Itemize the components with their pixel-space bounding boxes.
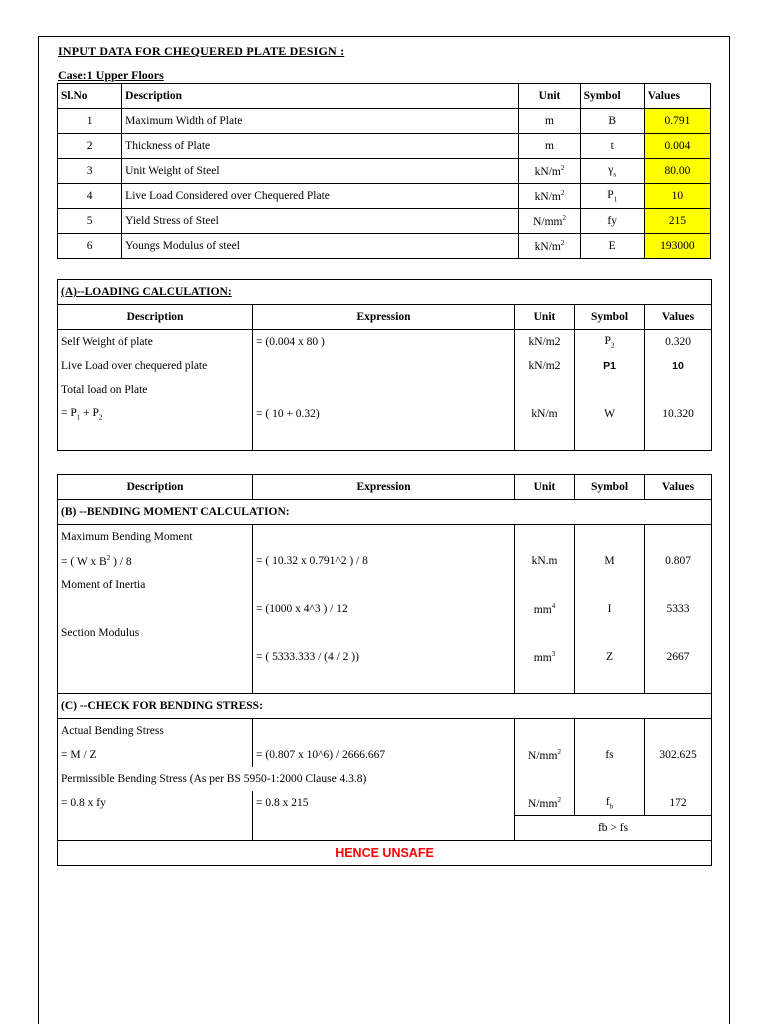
- row-symbol: t: [580, 134, 644, 159]
- table-row: [58, 159, 711, 184]
- header-symbol: Symbol: [575, 305, 645, 330]
- loading-calculation-table: [57, 279, 712, 451]
- header-unit: Unit: [515, 305, 575, 330]
- header-slno: Sl.No: [58, 84, 122, 109]
- row-description: Maximum Width of Plate: [122, 109, 519, 134]
- case-label: Case:1 Upper Floors: [58, 68, 164, 82]
- page-title: INPUT DATA FOR CHEQUERED PLATE DESIGN :: [58, 44, 345, 58]
- table-row: [58, 330, 712, 355]
- table-row: [58, 234, 711, 259]
- row-description: Yield Stress of Steel: [122, 209, 519, 234]
- row-description: = ( W x $B^2$ ) / 8: [58, 549, 253, 573]
- row-value[interactable]: 80.00: [644, 159, 710, 184]
- row-description: Total load on Plate: [58, 378, 253, 402]
- row-description: Live Load Considered over Chequered Plate: [122, 184, 519, 209]
- row-value: 302.625: [645, 743, 712, 767]
- row-symbol: Z: [575, 645, 645, 669]
- header-symbol: Symbol: [580, 84, 644, 109]
- header-symbol: Symbol: [575, 475, 645, 500]
- row-symbol: I: [575, 597, 645, 621]
- row-value[interactable]: 0.791: [644, 109, 710, 134]
- row-description: Self Weight of plate: [58, 330, 253, 355]
- row-description: = M / Z: [58, 743, 253, 767]
- row-symbol: M: [575, 549, 645, 573]
- table-row: [58, 767, 712, 791]
- table-row: [58, 109, 711, 134]
- row-number: 2: [58, 134, 122, 159]
- row-unit: $N/mm^2$: [515, 791, 575, 816]
- row-symbol: W: [575, 402, 645, 426]
- row-expression: = ( 10.32 x 0.791^2 ) / 8: [253, 549, 515, 573]
- row-value[interactable]: 215: [644, 209, 710, 234]
- comparison-result: fb > fs: [515, 816, 712, 841]
- row-unit: $kN/m^2$: [519, 234, 580, 259]
- row-expression: = (0.004 x 80 ): [253, 330, 515, 355]
- header-expression: Expression: [253, 475, 515, 500]
- table-row: [58, 743, 712, 767]
- row-number: 3: [58, 159, 122, 184]
- header-values: Values: [645, 475, 712, 500]
- table-row: [58, 549, 712, 573]
- row-value[interactable]: 193000: [644, 234, 710, 259]
- table-row: [58, 597, 712, 621]
- table-header-row: [58, 84, 711, 109]
- row-description: Maximum Bending Moment: [58, 525, 253, 550]
- row-description: Live Load over chequered plate: [58, 354, 253, 378]
- row-description: = $P_1 + P_2$: [58, 402, 253, 426]
- bending-moment-heading: (B) --BENDING MOMENT CALCULATION:: [58, 500, 712, 525]
- row-unit: kN/m2: [515, 330, 575, 355]
- row-symbol: fy: [580, 209, 644, 234]
- row-expression: = (1000 x 4^3 ) / 12: [253, 597, 515, 621]
- header-description: Description: [58, 475, 253, 500]
- header-values: Values: [644, 84, 710, 109]
- header-values: Values: [645, 305, 712, 330]
- table-row: [58, 378, 712, 402]
- header-unit: Unit: [519, 84, 580, 109]
- row-unit: $kN/m^2$: [519, 159, 580, 184]
- table-header-row: [58, 475, 712, 500]
- table-row: [58, 402, 712, 426]
- row-expression: = ( 5333.333 / (4 / 2 )): [253, 645, 515, 669]
- row-number: 6: [58, 234, 122, 259]
- row-description: Moment of Inertia: [58, 573, 253, 597]
- row-description: Unit Weight of Steel: [122, 159, 519, 184]
- bending-calculation-table: [57, 474, 712, 866]
- row-expression: = (0.807 x 10^6) / 2666.667: [253, 743, 515, 767]
- table-row: [58, 791, 712, 816]
- row-number: 5: [58, 209, 122, 234]
- row-description: Thickness of Plate: [122, 134, 519, 159]
- row-unit: $N/mm^2$: [519, 209, 580, 234]
- row-description: = 0.8 x fy: [58, 791, 253, 816]
- row-value: 10.320: [645, 402, 712, 426]
- row-description: Section Modulus: [58, 621, 253, 645]
- row-symbol: $P_2$: [575, 330, 645, 355]
- row-unit: $N/mm^2$: [515, 743, 575, 767]
- row-value[interactable]: 0.004: [644, 134, 710, 159]
- row-value: 5333: [645, 597, 712, 621]
- row-unit: $kN/m^2$: [519, 184, 580, 209]
- row-value: 10: [645, 354, 712, 378]
- row-expression: = ( 10 + 0.32): [253, 402, 515, 426]
- row-unit: $mm^3$: [515, 645, 575, 669]
- table-header-row: [58, 305, 712, 330]
- row-unit: m: [519, 109, 580, 134]
- row-symbol: B: [580, 109, 644, 134]
- table-row: [58, 184, 711, 209]
- table-row: [58, 525, 712, 550]
- header-expression: Expression: [253, 305, 515, 330]
- row-symbol: $P_1$: [580, 184, 644, 209]
- header-description: Description: [58, 305, 253, 330]
- row-description: Youngs Modulus of steel: [122, 234, 519, 259]
- row-value[interactable]: 10: [644, 184, 710, 209]
- row-unit: kN/m2: [515, 354, 575, 378]
- row-value: 0.807: [645, 549, 712, 573]
- table-row: [58, 209, 711, 234]
- row-description: Actual Bending Stress: [58, 719, 253, 744]
- table-row: [58, 354, 712, 378]
- table-row: [58, 573, 712, 597]
- row-unit: m: [519, 134, 580, 159]
- row-unit: kN.m: [515, 549, 575, 573]
- row-expression: = 0.8 x 215: [253, 791, 515, 816]
- table-row: [58, 719, 712, 744]
- row-symbol: $\gamma_s$: [580, 159, 644, 184]
- row-number: 4: [58, 184, 122, 209]
- safety-verdict: HENCE UNSAFE: [58, 841, 712, 866]
- row-number: 1: [58, 109, 122, 134]
- row-description: Permissible Bending Stress (As per BS 5950-1:2000 Clause 4.3.8): [58, 767, 515, 791]
- bending-stress-heading: (C) --CHECK FOR BENDING STRESS:: [58, 694, 712, 719]
- loading-heading: (A)--LOADING CALCULATION:: [58, 280, 712, 305]
- row-value: 2667: [645, 645, 712, 669]
- row-expression: [253, 354, 515, 378]
- row-value: 172: [645, 791, 712, 816]
- row-unit: kN/m: [515, 402, 575, 426]
- row-symbol: fs: [575, 743, 645, 767]
- input-data-table: [57, 83, 711, 259]
- row-symbol: $f_b$: [575, 791, 645, 816]
- table-row: [58, 645, 712, 669]
- table-row: [58, 134, 711, 159]
- header-unit: Unit: [515, 475, 575, 500]
- row-symbol: P1: [575, 354, 645, 378]
- row-unit: $mm^4$: [515, 597, 575, 621]
- table-row: [58, 621, 712, 645]
- row-value: 0.320: [645, 330, 712, 355]
- row-symbol: E: [580, 234, 644, 259]
- header-description: Description: [122, 84, 519, 109]
